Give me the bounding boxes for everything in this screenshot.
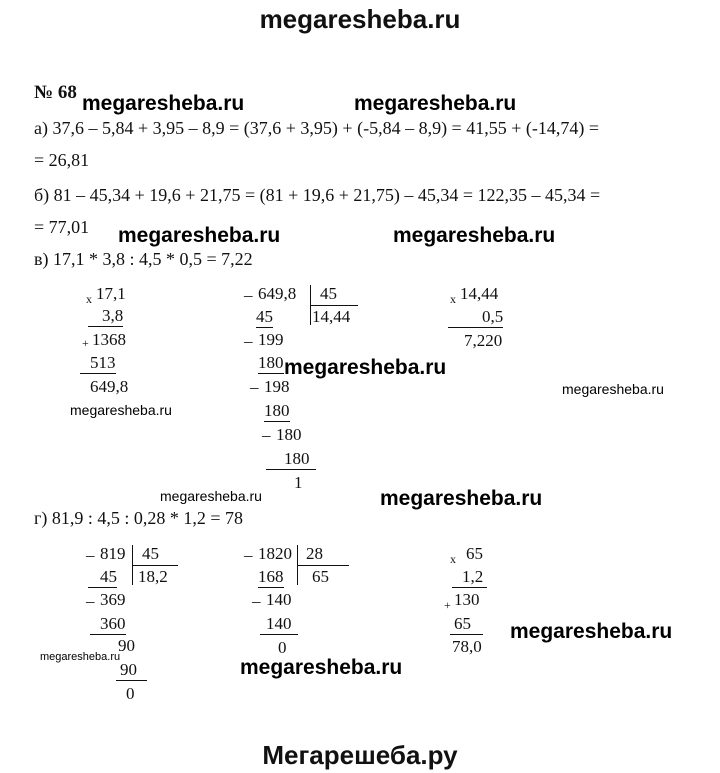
watermark: megaresheba.ru	[510, 620, 673, 643]
division-bar-h	[310, 305, 358, 306]
watermark: megaresheba.ru	[284, 356, 447, 379]
sub-2: 180	[258, 353, 284, 372]
sub-1: 168	[258, 567, 284, 586]
rem-1: 199	[258, 330, 284, 349]
line-v: в) 17,1 * 3,8 : 4,5 * 0,5 = 7,22	[34, 249, 253, 269]
minus-sign: _	[244, 540, 253, 559]
watermark: megaresheba.ru	[562, 381, 664, 397]
product: 7,220	[464, 331, 503, 350]
quotient: 65	[312, 567, 329, 586]
line-a-2: = 26,81	[34, 150, 90, 170]
times-sign: х	[450, 552, 456, 566]
watermark: megaresheba.ru	[240, 656, 403, 679]
divisor: 45	[142, 544, 159, 563]
minus-sign: _	[250, 372, 259, 391]
watermark: megaresheba.ru	[380, 487, 543, 510]
watermark: megaresheba.ru	[40, 651, 121, 663]
partial-1: 1368	[92, 330, 126, 349]
minus-sign: _	[86, 586, 95, 605]
sub-4: 180	[266, 449, 316, 470]
sub-2: 140	[260, 614, 298, 635]
watermark: megaresheba.ru	[393, 224, 556, 247]
plus-sign: +	[82, 336, 89, 350]
header-site-title: megaresheba.ru	[259, 4, 461, 34]
dividend: 649,8	[258, 284, 297, 303]
partial-2: 513	[80, 353, 116, 374]
factor-b: 3,8	[88, 306, 123, 327]
task-number: № 68	[34, 82, 77, 103]
line-a-1: а) 37,6 – 5,84 + 3,95 – 8,9 = (37,6 + 3,95) + (-5,84 – 8,9) = 41,55 + (-14,74) =	[34, 118, 599, 138]
rem-1: 369	[100, 590, 126, 609]
rem-2: 90	[118, 636, 135, 655]
remainder: 0	[126, 684, 135, 703]
division-bar-h	[297, 565, 349, 566]
line-b-1: б) 81 – 45,34 + 19,6 + 21,75 = (81 + 19,6 + 21,75) – 45,34 = 122,35 – 45,34 =	[34, 185, 601, 205]
remainder: 0	[278, 638, 287, 657]
minus-sign: _	[244, 280, 253, 299]
plus-sign: +	[444, 598, 451, 612]
minus-sign: _	[262, 420, 271, 439]
factor-a: 14,44	[460, 284, 499, 303]
divisor: 28	[306, 544, 323, 563]
factor-a: 65	[466, 544, 483, 563]
partial-2: 65	[450, 614, 483, 635]
sub-2: 360	[90, 614, 126, 635]
product: 649,8	[90, 377, 129, 396]
line-g: г) 81,9 : 4,5 : 0,28 * 1,2 = 78	[34, 508, 244, 528]
factor-b: 0,5	[448, 307, 503, 328]
minus-sign: _	[244, 326, 253, 345]
times-sign: х	[450, 292, 456, 306]
dividend: 819	[100, 544, 126, 563]
rem-2: 198	[264, 377, 290, 396]
rem-3: 180	[276, 425, 302, 444]
sub-1: 45	[88, 567, 117, 588]
footer-site-title: Мегарешеба.ру	[262, 740, 458, 770]
partial-1: 130	[454, 590, 480, 609]
quotient: 18,2	[138, 567, 168, 586]
watermark: megaresheba.ru	[118, 224, 281, 247]
watermark: megaresheba.ru	[160, 488, 262, 504]
times-sign: х	[86, 292, 92, 306]
minus-sign: _	[252, 586, 261, 605]
rem-1: 140	[266, 590, 292, 609]
watermark: megaresheba.ru	[70, 402, 172, 418]
quotient: 14,44	[312, 307, 351, 326]
sub-3: 180	[264, 401, 290, 420]
minus-sign: _	[86, 540, 95, 559]
factor-a: 17,1	[96, 284, 126, 303]
watermark: megaresheba.ru	[354, 92, 517, 115]
factor-b: 1,2	[452, 567, 487, 588]
sub-1: 45	[256, 307, 273, 326]
line-b-2: = 77,01	[34, 217, 90, 237]
sub-3: 90	[116, 660, 147, 681]
product: 78,0	[452, 637, 482, 656]
remainder: 1	[294, 473, 303, 492]
dividend: 1820	[258, 544, 292, 563]
watermark: megaresheba.ru	[82, 92, 245, 115]
divisor: 45	[320, 284, 337, 303]
division-bar-h	[132, 565, 178, 566]
